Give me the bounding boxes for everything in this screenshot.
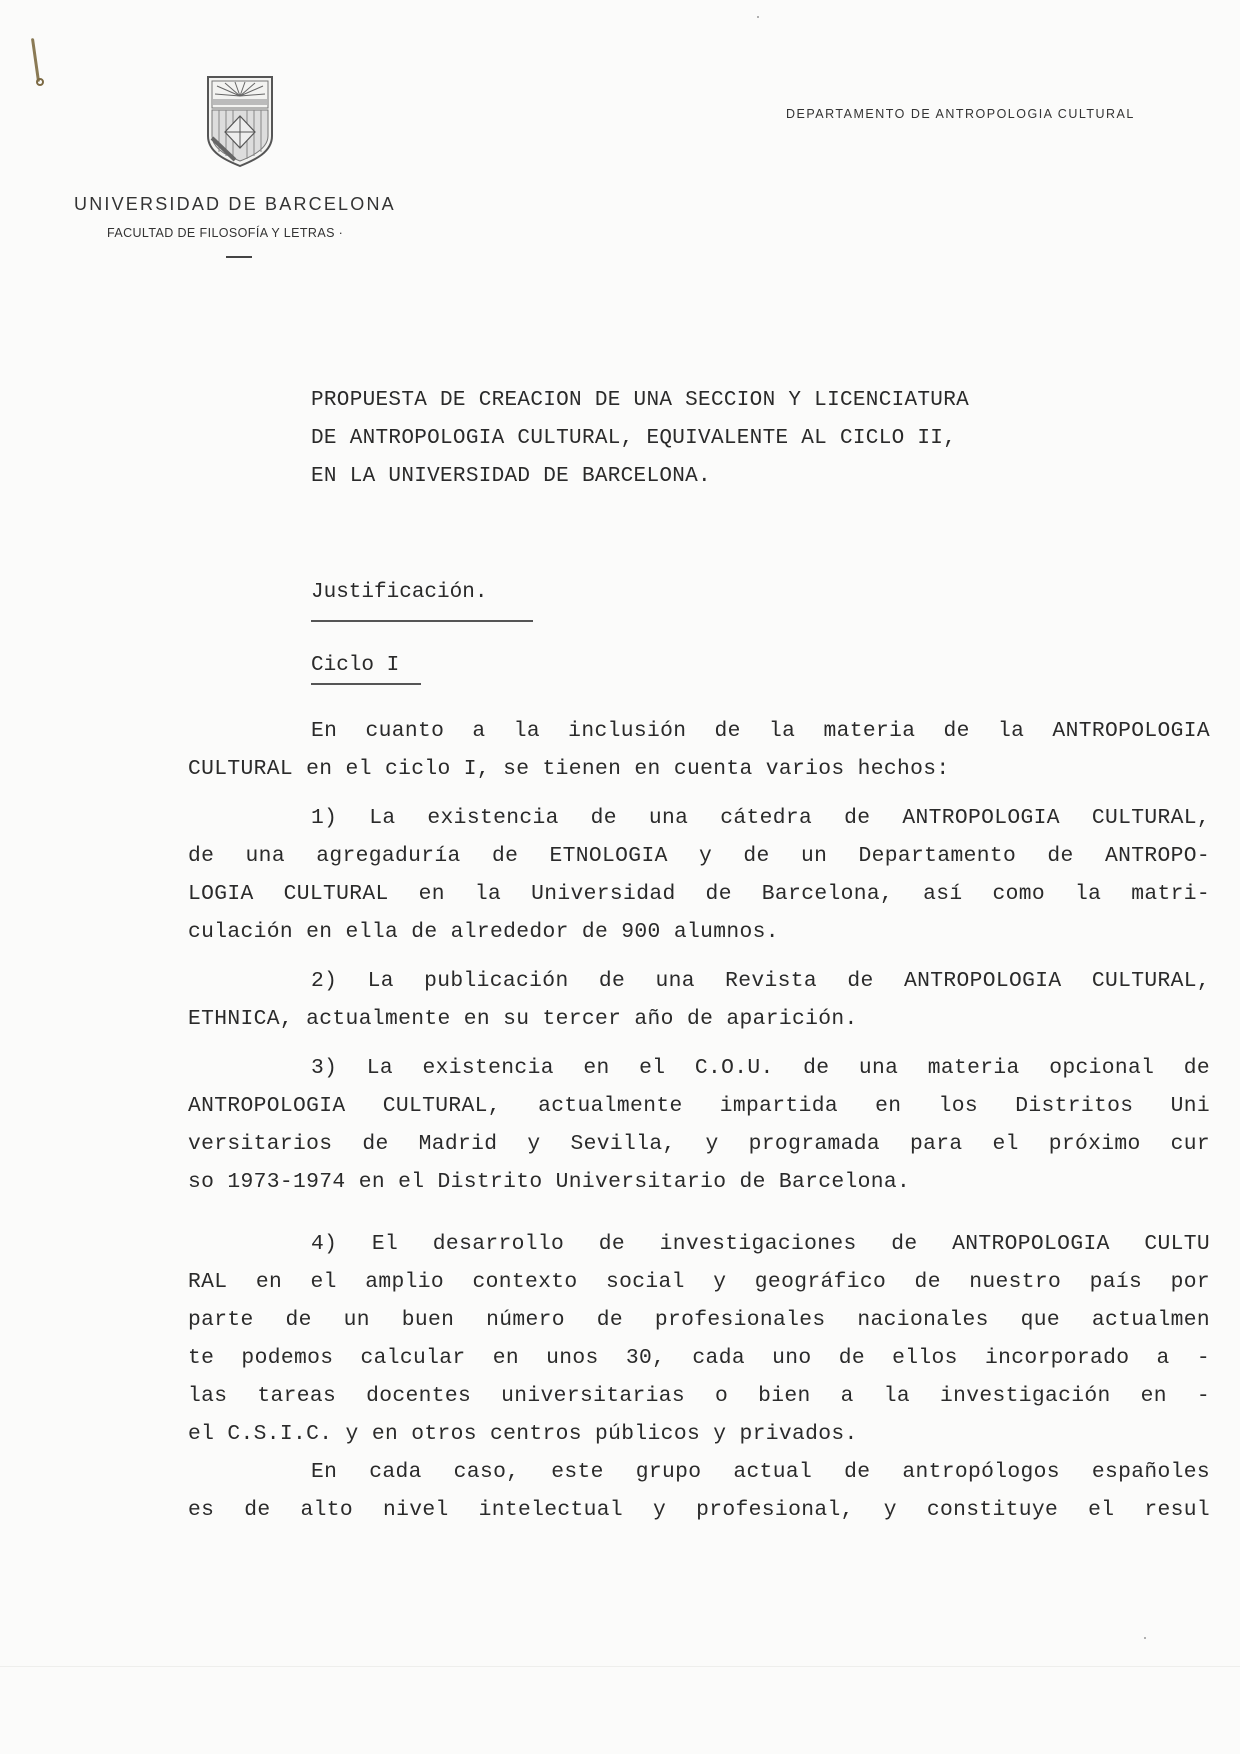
document-title-line: PROPUESTA DE CREACION DE UNA SECCION Y LICENCIATURA (311, 389, 970, 412)
paragraph-line: CULTURAL en el ciclo I, se tienen en cuenta varios hechos: (188, 757, 950, 781)
document-title-line: EN LA UNIVERSIDAD DE BARCELONA. (311, 465, 711, 488)
item-4-line: 4) El desarrollo de investigaciones de ANTROPOLOGIA CULTU (311, 1232, 1210, 1256)
item-4-line: parte de un buen número de profesionales nacionales que actualmen (188, 1308, 1210, 1332)
letterhead-divider (226, 256, 252, 258)
justification-heading: Justificación. (311, 581, 488, 604)
item-3-line: versitarios de Madrid y Sevilla, y programada para el próximo cur (188, 1132, 1210, 1156)
item-2-line: ETHNICA, actualmente en su tercer año de aparición. (188, 1007, 858, 1031)
item-1-line: culación en ella de alrededor de 900 alumnos. (188, 920, 779, 944)
paragraph-line: En cuanto a la inclusión de la materia de la ANTROPOLOGIA (311, 719, 1210, 743)
scan-speck (757, 16, 759, 18)
item-2-line: 2) La publicación de una Revista de ANTROPOLOGIA CULTURAL, (311, 969, 1210, 993)
scan-speck (1144, 1637, 1146, 1639)
item-4-line: te podemos calcular en unos 30, cada uno de ellos incorporado a - (188, 1346, 1210, 1370)
item-1-line: LOGIA CULTURAL en la Universidad de Barcelona, así como la matri- (188, 882, 1210, 906)
item-1-line: 1) La existencia de una cátedra de ANTROPOLOGIA CULTURAL, (311, 806, 1210, 830)
cycle-heading: Ciclo I (311, 654, 400, 677)
staple-head (36, 78, 44, 86)
item-3-line: so 1973-1974 en el Distrito Universitario de Barcelona. (188, 1170, 911, 1194)
closing-line: En cada caso, este grupo actual de antropólogos españoles (311, 1460, 1210, 1484)
item-1-line: de una agregaduría de ETNOLOGIA y de un Departamento de ANTROPO- (188, 844, 1210, 868)
item-3-line: 3) La existencia en el C.O.U. de una materia opcional de (311, 1056, 1210, 1080)
university-name: UNIVERSIDAD DE BARCELONA (74, 194, 396, 214)
justification-underline (311, 620, 533, 622)
scan-edge (0, 1666, 1240, 1667)
document-title-line: DE ANTROPOLOGIA CULTURAL, EQUIVALENTE AL CICLO II, (311, 427, 957, 450)
item-4-line: las tareas docentes universitarias o bien a la investigación en - (188, 1384, 1210, 1408)
staple-mark (31, 38, 40, 82)
closing-line: es de alto nivel intelectual y profesional, y constituye el resul (188, 1498, 1210, 1522)
university-crest-logo (205, 74, 275, 168)
item-4-line: el C.S.I.C. y en otros centros públicos y privados. (188, 1422, 858, 1446)
item-3-line: ANTROPOLOGIA CULTURAL, actualmente impartida en los Distritos Uni (188, 1094, 1210, 1118)
faculty-name: FACULTAD DE FILOSOFÍA Y LETRAS · (107, 226, 344, 240)
item-4-line: RAL en el amplio contexto social y geográfico de nuestro país por (188, 1270, 1210, 1294)
cycle-underline (311, 683, 421, 685)
department-name: DEPARTAMENTO DE ANTROPOLOGIA CULTURAL (786, 107, 1135, 121)
